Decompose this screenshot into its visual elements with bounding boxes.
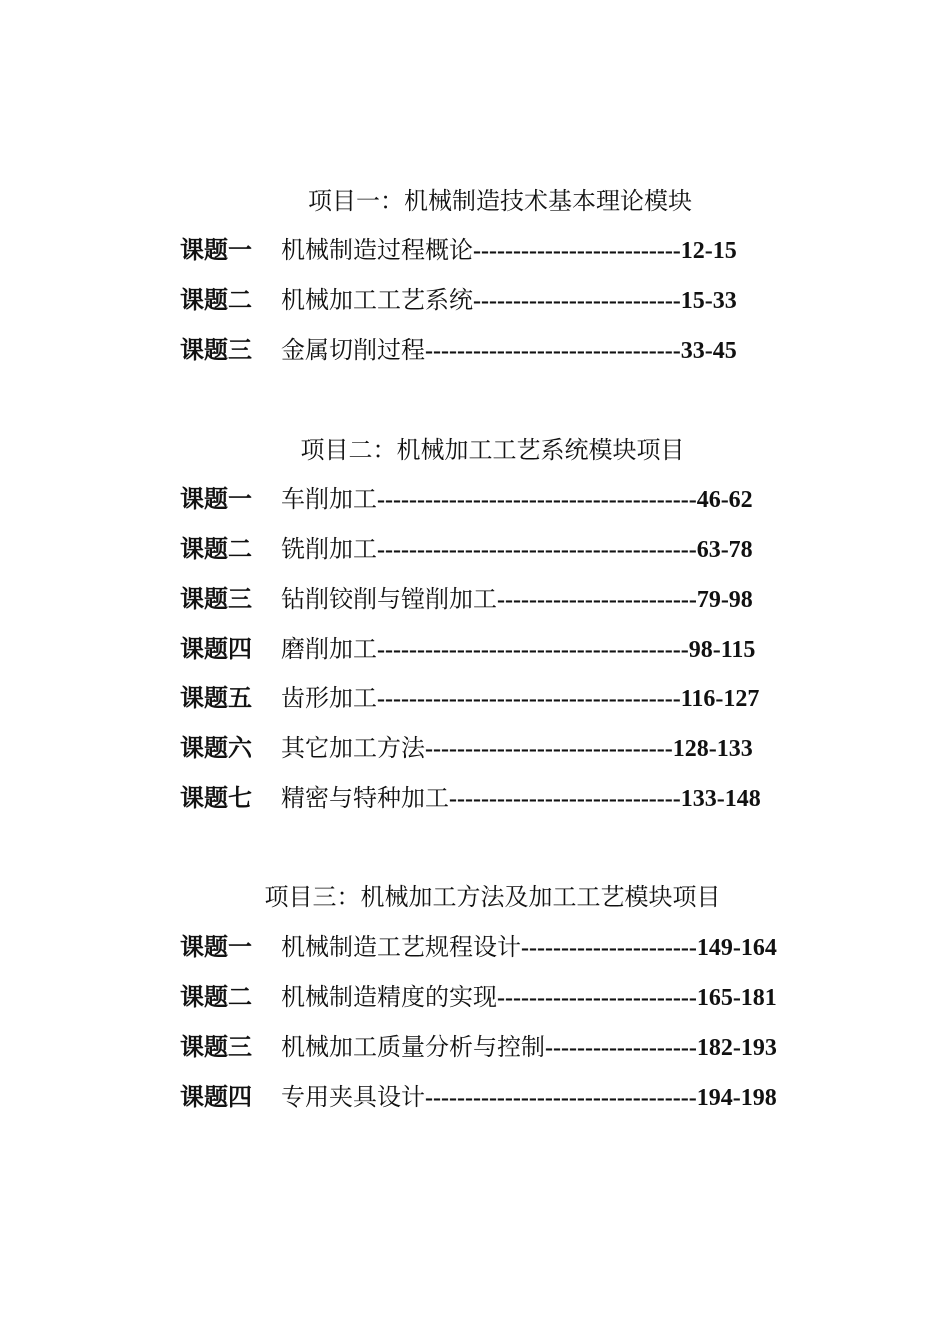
- toc-entry-leader: ----------------------------------: [425, 1085, 697, 1111]
- toc-entry-number: 课题二: [180, 285, 252, 314]
- toc-entry-pages: 128-133: [672, 736, 753, 762]
- toc-entry-title: 机械制造过程概论: [281, 236, 473, 264]
- toc-entry-pages: 165-181: [696, 985, 777, 1011]
- toc-entry-title: 精密与特种加工: [281, 784, 449, 812]
- toc-entry-title: 铣削加工: [281, 535, 377, 563]
- toc-entry-pages: 12-15: [680, 238, 737, 264]
- toc-entry: [180, 284, 737, 316]
- toc-entry-number: 课题七: [180, 783, 252, 812]
- toc-entry-number: 课题三: [180, 584, 252, 613]
- toc-entry-title: 机械加工质量分析与控制: [281, 1033, 545, 1061]
- toc-entry-pages: 98-115: [688, 637, 756, 663]
- toc-entry: [180, 732, 753, 764]
- toc-entry-leader: --------------------------------------: [377, 686, 681, 712]
- toc-entry-number: 课题六: [180, 733, 252, 762]
- toc-entry-number: 课题一: [180, 932, 252, 961]
- toc-entry-number: 课题五: [180, 683, 252, 712]
- toc-entry-number: 课题三: [180, 1032, 252, 1061]
- toc-entry: [180, 483, 753, 515]
- toc-entry-title: 专用夹具设计: [281, 1083, 425, 1111]
- toc-entry-pages: 63-78: [696, 537, 753, 563]
- toc-entry-pages: 79-98: [696, 587, 753, 613]
- toc-entry: [180, 931, 777, 963]
- toc-entry: [180, 633, 755, 665]
- toc-entry-leader: -------------------------: [497, 587, 697, 613]
- toc-entry-title: 车削加工: [281, 485, 377, 513]
- toc-entry-title: 金属切削过程: [281, 336, 425, 364]
- toc-entry-number: 课题四: [180, 1082, 252, 1111]
- project-3-title: 项目三：机械加工方法及加工工艺模块项目: [264, 883, 721, 911]
- toc-entry-number: 课题四: [180, 634, 252, 663]
- project-1-title: 项目一：机械制造技术基本理论模块: [308, 187, 692, 215]
- toc-entry-leader: ----------------------: [521, 935, 697, 961]
- toc-entry-leader: ---------------------------------------: [377, 637, 689, 663]
- toc-entry-pages: 149-164: [696, 935, 777, 961]
- toc-entry-title: 机械制造工艺规程设计: [281, 933, 521, 961]
- toc-entry-number: 课题三: [180, 335, 252, 364]
- toc-entry-title: 机械制造精度的实现: [281, 983, 497, 1011]
- toc-entry-title: 磨削加工: [281, 635, 377, 663]
- toc-entry-number: 课题一: [180, 235, 252, 264]
- toc-entry: [180, 981, 777, 1013]
- toc-entry-leader: -------------------: [545, 1035, 697, 1061]
- toc-entry: [180, 782, 761, 814]
- toc-entry-title: 齿形加工: [281, 684, 377, 712]
- toc-entry: [180, 334, 737, 366]
- toc-entry: [180, 682, 759, 714]
- project-2-title: 项目二：机械加工工艺系统模块项目: [300, 436, 685, 464]
- toc-entry-leader: -------------------------: [497, 985, 697, 1011]
- toc-entry-pages: 15-33: [680, 288, 737, 314]
- toc-entry-number: 课题二: [180, 982, 252, 1011]
- toc-entry-number: 课题一: [180, 484, 252, 513]
- toc-entry-title: 其它加工方法: [281, 734, 425, 762]
- toc-entry-pages: 33-45: [680, 338, 737, 364]
- toc-entry-number: 课题二: [180, 534, 252, 563]
- toc-entry: [180, 583, 753, 615]
- toc-entry-leader: --------------------------: [473, 238, 681, 264]
- toc-entry: [180, 1081, 777, 1113]
- toc-entry-leader: --------------------------: [473, 288, 681, 314]
- toc-entry: [180, 234, 737, 266]
- toc-entry: [180, 533, 753, 565]
- toc-entry-pages: 133-148: [680, 786, 761, 812]
- toc-entry-title: 钻削铰削与镗削加工: [281, 585, 497, 613]
- toc-entry-pages: 194-198: [696, 1085, 777, 1111]
- toc-entry-leader: ----------------------------------------: [377, 537, 697, 563]
- toc-entry-leader: -------------------------------: [425, 736, 673, 762]
- toc-entry-leader: --------------------------------: [425, 338, 681, 364]
- toc-entry-leader: -----------------------------: [449, 786, 681, 812]
- toc-entry-leader: ----------------------------------------: [377, 487, 697, 513]
- toc-entry-title: 机械加工工艺系统: [281, 286, 473, 314]
- toc-entry-pages: 116-127: [680, 686, 760, 712]
- toc-entry-pages: 182-193: [696, 1035, 777, 1061]
- toc-entry: [180, 1031, 777, 1063]
- toc-entry-pages: 46-62: [696, 487, 753, 513]
